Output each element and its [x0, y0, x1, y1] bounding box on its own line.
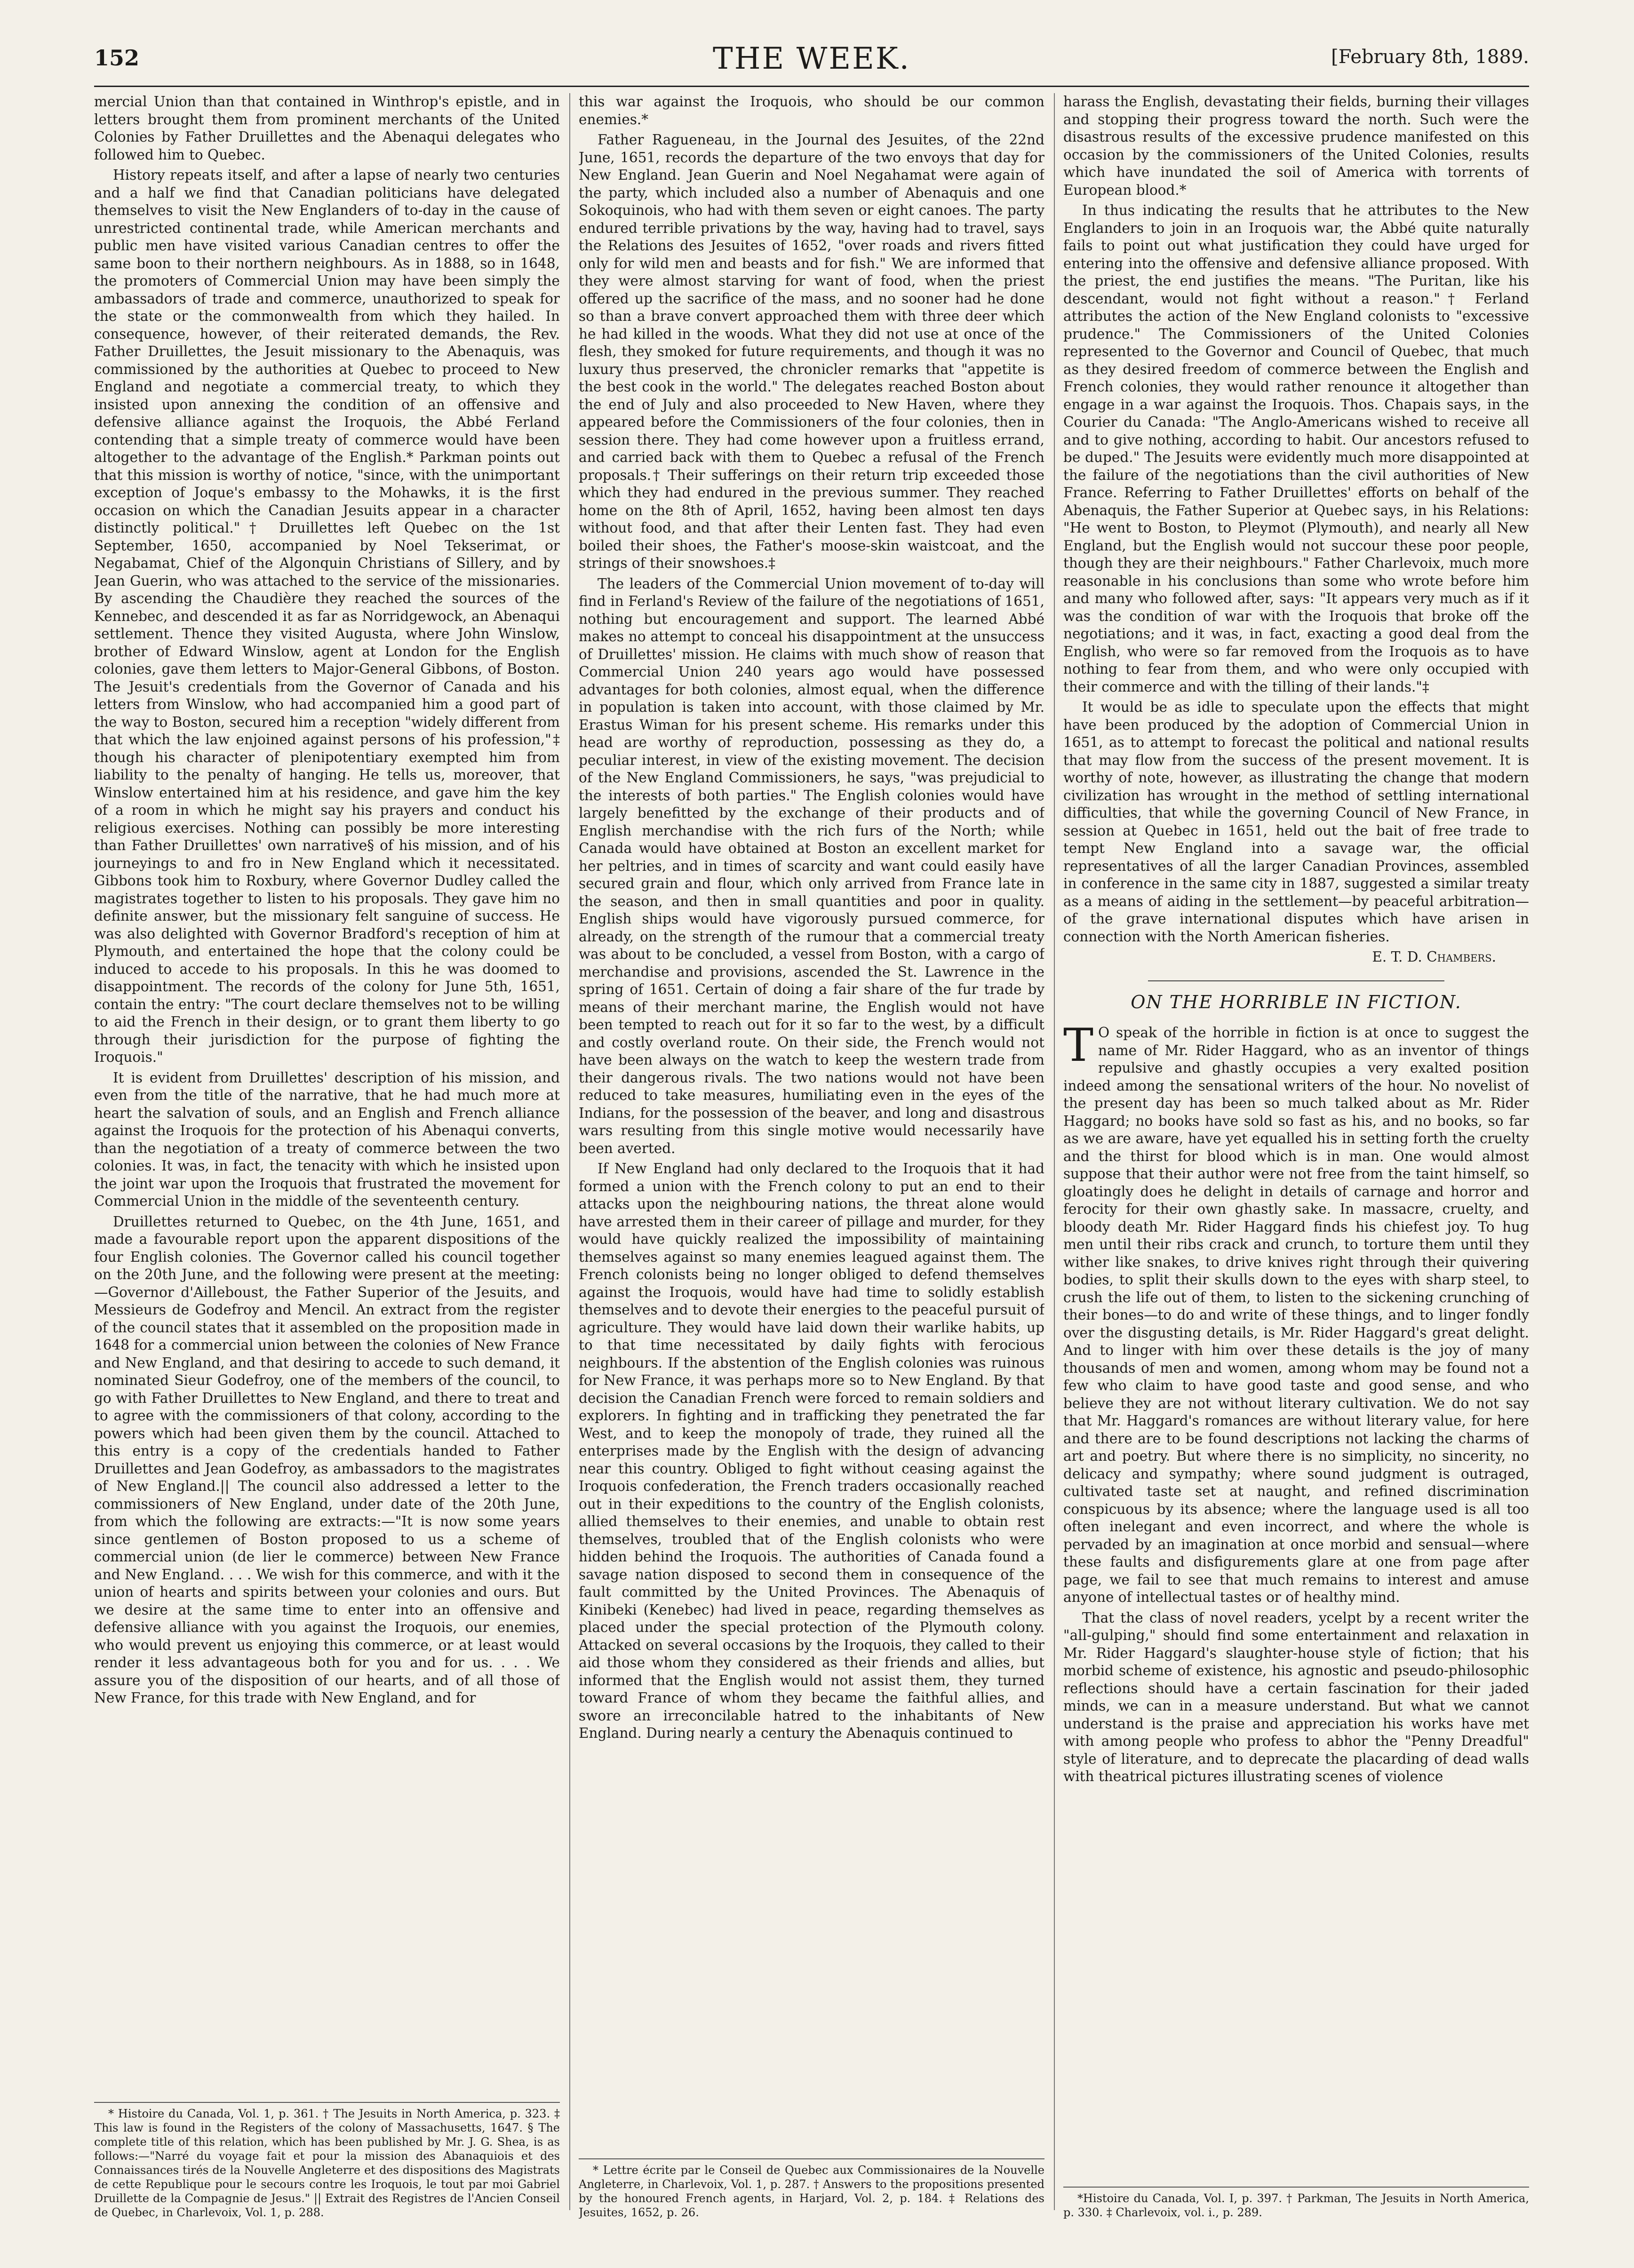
column-rule [1054, 93, 1055, 2210]
footnote-text: * Lettre écrite par le Conseil de Quebec aux Commissionaires de la Nouvelle Angleterre, in Charlevoix, Vol. 1, p. 287. † Answers to the propositions presented by the honoured French agents, in Harjard, Vol. 2, p. 184. ‡ Relations des Jesuites, 1652, p. 26. [579, 2164, 1044, 2219]
journal-title: THE WEEK. [713, 41, 910, 76]
author-signature: E. T. D. Chambers. [1372, 949, 1496, 965]
issue-date: [February 8th, 1889. [1331, 46, 1529, 68]
paragraph: Druillettes returned to Quebec, on the 4th June, 1651, and made a favourable report upon the apparent dispositions of the four English colonies. The Governor called his council together on the 20th June, and the following were present at the meeting:—Governor d'Ailleboust, the Father Superior of the Jesuits, and Messieurs de Godefroy and Mencil. An extract from the register of the council states that it assembled on the proposition made in 1648 for a commercial union between the colonies of New France and New England, and that desiring to accede to such demand, it nominated Sieur Godefroy, one of the members of the council, to go with Father Druillettes to New England, and there to treat and to agree with the commissioners of that colony, according to the powers which had been given them by the council. Attached to this entry is a copy of the credentials handed to Father Druillettes and Jean Godefroy, as ambassadors to the magistrates of New England.|| The council also addressed a letter to the commissioners of New England, under date of the 20th June, from which the following are extracts:—"It is now some years since gentlemen of Boston proposed to us a scheme of commercial union (de lier le commerce) between New France and New England. . . . We wish for this commerce, and with it the union of hearts and spirits between your colonies and ours. But we desire at the same time to enter into an offensive and defensive alliance with you against the Iroquois, our enemies, who would prevent us enjoying this commerce, or at least would render it less advantageous both for you and for us. . . . We assure you of the disposition of our hearts, and of all those of New France, for this trade with New England, and for [94, 1213, 560, 1706]
paragraph: It is evident from Druillettes' description of his mission, and even from the title of the narrative, that he had much more at heart the salvation of souls, and an English and French alliance against the Iroquois for the protection of his Abenaqui converts, than the negotiation of a treaty of commerce between the two colonies. It was, in fact, the tenacity with which he insisted upon the joint war upon the Iroquois that frustrated the movement for Commercial Union in the middle of the seventeenth century. [94, 1069, 560, 1209]
footnotes [1063, 2187, 1529, 2220]
header-rule [94, 86, 1529, 87]
footnotes [94, 2102, 560, 2220]
page-header [94, 41, 1529, 84]
column-1 [94, 93, 560, 2220]
column-2 [579, 93, 1044, 2220]
paragraph [1063, 1019, 1529, 1607]
paragraph-text: O speak of the horrible in fiction is at once to suggest the name of Mr. Rider Haggard, who as an inventor of things repulsive and ghastly occupies a very exalted position indeed among the sensational writers of the hour. No novelist of the present day has been so much talked about as Mr. Rider Haggard; no books have sold so fast as his, and no books, so far as we are aware, have yet equalled his in setting forth the cruelty and the thirst for blood which is in man. One would almost suppose that their author were not free from the taint himself, so gloatingly does he delight in details of carnage and horror and ferocity for their own ghastly sake. In massacre, cruelty, and bloody death Mr. Rider Haggard finds his chiefest joy. To hug men until their ribs crack and crunch, to torture them until they wither like snakes, to drive knives right through their quivering bodies, to split their skulls down to the eyes with sharp steel, to crush the life out of them, to listen to the sickening crunching of their bones—to do and write of these things, and to linger fondly over the disgusting details, is Mr. Rider Haggard's great delight. And to linger with him over these details is the joy of many thousands of men and women, among whom may be found not a few who claim to have good taste and good sense, and who believe they are not without literary cultivation. We do not say that Mr. Haggard's romances are without literary value, for here and there are to be found descriptions not lacking the charms of art and poetry. But where there is no simplicity, no sincerity, no delicacy and sympathy; where sound judgment is outraged, cultivated taste set at naught, and refined discrimination conspicuous by its absence; where the language used is all too often inelegant and even incorrect, and where the whole is pervaded by an imagination at once morbid and sensual—where these faults and disfigurements glare at one from page after page, we fail to see that much remains to interest and amuse anyone of intellectual tastes or of healthy mind. [1063, 1025, 1529, 1605]
column-rule [569, 93, 570, 2210]
article-divider [1148, 980, 1444, 981]
paragraph: It would be as idle to speculate upon the effects that might have been produced by the adoption of Commercial Union in 1651, as to attempt to forecast the political and national results that may flow from the success of the present movement. It is worthy of note, however, as illustrating the change that modern civilization has wrought in the method of settling international difficulties, that while the governing Council of New France, in session at Quebec in 1651, held out the bait of free trade to tempt New England into a savage war, the official representatives of all the larger Canadian Provinces, assembled in conference in the same city in 1887, suggested a similar treaty as a means of aiding in the settlement—by peaceful arbitration—of the grave international disputes which have arisen in connection with the North American fisheries. [1063, 699, 1529, 945]
paragraph: mercial Union than that contained in Winthrop's epistle, and in letters brought them from prominent merchants of the United Colonies by Father Druillettes and the Abenaqui delegates who followed him to Quebec. [94, 94, 560, 163]
paragraph: harass the English, devastating their fields, burning their villages and stopping their progress toward the north. Such were the disastrous results of the excessive prudence manifested on this occasion by the commissioners of the United Colonies, results which have inundated the soil of America with torrents of European blood.* [1063, 94, 1529, 198]
paragraph: In thus indicating the results that he attributes to the New Englanders to join in an Iroquois war, the Abbé quite naturally fails to point out what justification they could have urged for entering into the offensive and defensive alliance proposed. With the priest, the end justifies the means. "The Puritan, like his descendant, would not fight without a reason."† Ferland attributes the action of the New England colonists to "excessive prudence." The Commissioners of the United Colonies represented to the Governor and Council of Quebec, that much as they desired freedom of commerce between the English and French colonies, they would rather renounce it altogether than engage in a war against the Iroquois. Thos. Chapais says, in the Courier du Canada: "The Anglo-Americans wished to receive all and to give nothing, according to habit. Our ancestors refused to be duped." The Jesuits were evidently much more disappointed at the failure of the negotiations than the civil authorities of New France. Referring to Father Druillettes' efforts on behalf of the Abenaquis, the Father Superior at Quebec says, in his Relations: "He went to Boston, to Pleymot (Plymouth), and nearly all New England, but the English would not succour these poor people, though they are their neighbours." Father Charlevoix, much more reasonable in his conclusions than some who wrote before him and many who followed after, says: "It appears very much as if it was the condition of war with the Iroquois that broke off the negotiations; and it was, in fact, exacting a good deal from the English, who were so far removed from the Iroquois as to have nothing to fear from them, and who were only occupied with their commerce and with the tilling of their lands."‡ [1063, 202, 1529, 695]
article-title: ON THE HORRIBLE IN FICTION. [1131, 991, 1462, 1012]
column-3 [1063, 93, 1529, 2220]
footnote-text: *Histoire du Canada, Vol. I, p. 397. † Parkman, The Jesuits in North America, p. 330. ‡ Charlevoix, vol. i., p. 289. [1063, 2192, 1529, 2219]
page-number: 152 [94, 45, 140, 71]
paragraph: History repeats itself, and after a lapse of nearly two centuries and a half we find that Canadian politicians have delegated themselves to visit the New Englanders of to-day in the cause of unrestricted continental trade, while American merchants and public men have visited various Canadian centres to offer the same boon to their northern neighbours. As in 1888, so in 1648, the promoters of Commercial Union may have been simply the ambassadors of trade and commerce, unauthorized to speak for the state or the commonwealth from which they hailed. In consequence, however, of their reiterated demands, the Rev. Father Druillettes, the Jesuit missionary to the Abenaquis, was commissioned by the authorities at Quebec to proceed to New England and negotiate a commercial treaty, to which they insisted upon annexing the condition of an offensive and defensive alliance against the Iroquois, the Abbé Ferland contending that a simple treaty of commerce would have been altogether to the advantage of the English.* Parkman points out that this mission is worthy of notice, "since, with the unimportant exception of Joque's embassy to the Mohawks, it is the first occasion on which the Canadian Jesuits appear in a character distinctly political."† Druillettes left Quebec on the 1st September, 1650, accompanied by Noel Tekserimat, or Negabamat, Chief of the Algonquin Christians of Sillery, and by Jean Guerin, who was attached to the service of the missionaries. By ascending the Chaudière they reached the sources of the Kennebec, and descended it as far as Norridgewock, an Abenaqui settlement. Thence they visited Augusta, where John Winslow, brother of Edward Winslow, agent at London for the English colonies, gave them letters to Major-General Gibbons, of Boston. The Jesuit's credentials from the Governor of Canada and his letters from Winslow, who had accompanied him a good part of the way to Boston, secured him a reception "widely different from that which the law enjoined against persons of his profession,"‡ though his character of plenipotentiary exempted him from liability to the penalty of hanging. He tells us, moreover, that Winslow entertained him at his residence, and gave him the key of a room in which he might say his prayers and conduct his religious exercises. Nothing can possibly be more interesting than Father Druillettes' own narrative§ of his mission, and of his journeyings to and fro in New England which it necessitated. Gibbons took him to Roxbury, where Governor Dudley called the magistrates together to listen to his proposals. They gave him no definite answer, but the missionary felt sanguine of success. He was also delighted with Governor Bradford's reception of him at Plymouth, and entertained the hope that the colony could be induced to accede to his proposals. In this he was doomed to disappointment. The records of the colony for June 5th, 1651, contain the entry: "The court declare themselves not to be willing to aid the French in their design, or to grant them liberty to go through their jurisdiction for the purpose of fighting the Iroquois." [94, 167, 560, 1065]
paragraph: If New England had only declared to the Iroquois that it had formed a union with the French colony to put an end to their attacks upon the neighbouring nations, the threat alone would have arrested them in their career of pillage and murder, for they would have quickly realized the impossibility of maintaining themselves against so many enemies leagued against them. The French colonists being no longer obliged to defend themselves against the Iroquois, would have had time to solidly establish themselves and to devote their energies to the peaceful pursuit of agriculture. They would have laid down their warlike habits, up to that time necessitated by daily fights with ferocious neighbours. If the abstention of the English colonies was ruinous for New France, it was perhaps more so to New England. By that decision the Canadian French were forced to remain soldiers and explorers. In fighting and in trafficking they penetrated the far West, and to keep the monopoly of trade, they ruined all the enterprises made by the English with the design of advancing near this country. Obliged to fight without ceasing against the Iroquois confederation, the French traders occasionally reached out in their expeditions to the country of the English colonists, allied themselves to their enemies, and unable to obtain rest themselves, troubled that of the English colonists who were hidden behind the Iroquois. The authorities of Canada found a savage nation disposed to second them in consequence of the fault committed by the United Provinces. The Abenaquis of Kinibeki (Kenebec) had lived in peace, regarding themselves as placed under the special protection of the Plymouth colony. Attacked on several occasions by the Iroquois, they called to their aid those whom they considered as their friends and allies, but informed that the English would not assist them, they turned toward France of whom they became the faithful allies, and swore an irreconcilable hatred to the inhabitants of New England. During nearly a century the Abenaquis continued to [579, 1161, 1044, 1741]
footnote-text: * Histoire du Canada, Vol. 1, p. 361. † The Jesuits in North America, p. 323. ‡ This law is found in the Registers of the colony of Massachusetts, 1647. § The complete title of this relation, which has been published by Mr. J. G. Shea, is as follows:—"Narré du voyage fait et pour la mission des Abanaquiois et des Connaissances tirés de la Nouvelle Angleterre et des dispositions des Magistrats de cette Republique pour le secours contre les Iroquois, le tout par moi Gabriel Druillette de la Compagnie de Jesus." || Extrait des Registres de l'Ancien Conseil de Quebec, in Charlevoix, Vol. 1, p. 288. [94, 2107, 560, 2219]
footnotes [579, 2158, 1044, 2220]
paragraph: The leaders of the Commercial Union movement of to-day will find in Ferland's Review of the failure of the negotiations of 1651, nothing but encouragement and support. The learned Abbé makes no attempt to conceal his disappointment at the unsuccess of Druillettes' mission. He claims with much show of reason that Commercial Union 240 years ago would have possessed advantages for both colonies, almost equal, when the difference in population is taken into account, with those claimed by Mr. Erastus Wiman for his present scheme. His remarks under this head are worthy of reproduction, possessing as they do, a peculiar interest, in view of the existing movement. The decision of the New England Commissioners, he says, "was prejudicial to the interests of both parties." The English colonies would have largely benefitted by the exchange of their products and of English merchandise with the rich furs of the North; while Canada would have obtained at Boston an excellent market for her peltries, and in times of scarcity and want could easily have secured grain and flour, which only arrived from France late in the season, and then in small quantities and poor in quality. English ships would have vigorously pursued commerce, for already, on the strength of the rumour that a commercial treaty was about to be concluded, a vessel from Boston, with a cargo of merchandise and provisions, ascended the St. Lawrence in the spring of 1651. Certain of doing a fair share of the fur trade by means of their merchant marine, the English would not have been tempted to reach out for it so far to the west, by a difficult and costly overland route. On their side, the French would not have been always on the watch to keep the western trade from their dangerous rivals. The two nations would not have been reduced to take measures, humiliating even in the eyes of the Indians, for the possession of the beaver, and long and disastrous wars resulting from this single motive would necessarily have been averted. [579, 575, 1044, 1156]
paragraph: this war against the Iroquois, who should be our common enemies.* [579, 94, 1044, 127]
drop-cap: T [1063, 1019, 1094, 1072]
paragraph: Father Ragueneau, in the Journal des Jesuites, of the 22nd June, 1651, records the departure of the two envoys that day for New England. Jean Guerin and Noel Negahamat were again of the party, which included also a number of Abenaquis and one Sokoquinois, who had with them seven or eight canoes. The party endured terrible privations by the way, having had to travel, says the Relations des Jesuites of 1652, "over roads and rivers fitted only for wild men and beasts and for fish." We are informed that they were almost starving for want of food, when the priest offered up the sacrifice of the mass, and no sooner had he done so than a brave convert approached them with three deer which he had killed in the woods. What they did not use at once of the flesh, they smoked for future requirements, and though it was no luxury thus preserved, the chronicler remarks that "appetite is the best cook in the world." The delegates reached Boston about the end of July and also proceeded to New Haven, where they appeared before the Commissioners of the four colonies, then in session there. They had come however upon a fruitless errand, and carried back with them to Quebec a refusal of the French proposals.† Their sufferings on their return trip exceeded those which they had endured in the previous summer. They reached home on the 8th of April, 1652, having been almost ten days without food, and that after their Lenten fast. They had even boiled their shoes, the Father's moose-skin waistcoat, and the strings of their snowshoes.‡ [579, 132, 1044, 571]
paragraph: That the class of novel readers, ycelpt by a recent writer the "all-gulping," should find some entertainment and relaxation in Mr. Rider Haggard's slaughter-house style of fiction; that his morbid scheme of existence, his agnostic and pseudo-philosophic reflections should have a certain fascination for their jaded minds, we can in a measure understand. But what we cannot understand is the praise and appreciation his works have met with among people who profess to abhor the "Penny Dreadful" style of literature, and to deprecate the placarding of dead walls with theatrical pictures illustrating scenes of violence [1063, 1609, 1529, 1784]
